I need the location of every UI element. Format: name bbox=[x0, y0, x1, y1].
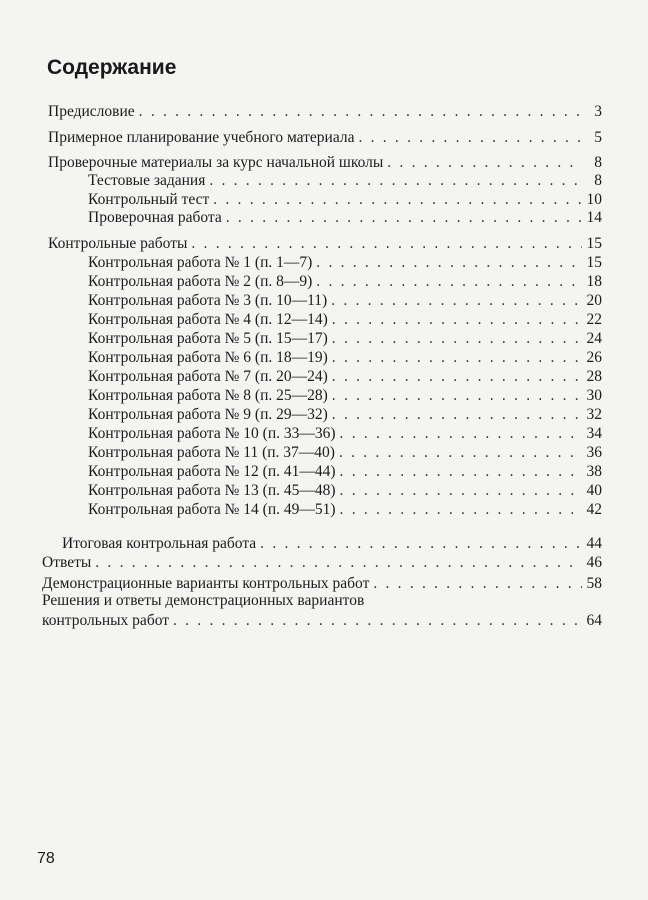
leader-dots bbox=[332, 310, 582, 329]
toc-entry-page: 22 bbox=[586, 311, 602, 328]
toc-entry-label: Ответы bbox=[42, 554, 92, 571]
leader-dots bbox=[332, 386, 582, 405]
toc-entry-label: Контрольная работа № 11 (п. 37—40) bbox=[88, 444, 335, 461]
toc-entry-page: 15 bbox=[586, 235, 602, 252]
leader-dots bbox=[358, 128, 582, 147]
toc-entry-label: Контрольная работа № 6 (п. 18—19) bbox=[88, 349, 328, 366]
toc-entry-label: Проверочная работа bbox=[88, 209, 222, 226]
leader-dots bbox=[173, 611, 582, 630]
toc-entry-page: 3 bbox=[594, 103, 602, 120]
toc-entry bbox=[88, 253, 602, 272]
toc-entry bbox=[88, 405, 602, 424]
toc-entry-page: 8 bbox=[594, 154, 602, 171]
leader-dots bbox=[332, 329, 582, 348]
toc-entry-label: Примерное планирование учебного материала bbox=[48, 129, 355, 146]
toc-entry bbox=[88, 386, 602, 405]
leader-dots bbox=[339, 443, 582, 462]
toc-entry bbox=[48, 234, 602, 253]
toc-entry-page: 15 bbox=[586, 254, 602, 271]
toc-entry-label: контрольных работ bbox=[42, 612, 170, 629]
toc-entry-page: 42 bbox=[586, 501, 602, 518]
toc-entry bbox=[88, 208, 602, 227]
toc-entry-label: Тестовые задания bbox=[88, 172, 206, 189]
leader-dots bbox=[332, 348, 582, 367]
toc-entry bbox=[48, 102, 602, 121]
toc-entry bbox=[88, 462, 602, 481]
leader-dots bbox=[213, 190, 582, 209]
toc-entry-page: 64 bbox=[586, 612, 602, 629]
toc-entry bbox=[48, 128, 602, 147]
toc-entry-page: 38 bbox=[586, 463, 602, 480]
toc-entry-page: 8 bbox=[594, 172, 602, 189]
leader-dots bbox=[332, 405, 582, 424]
toc-entry-page: 24 bbox=[586, 330, 602, 347]
leader-dots bbox=[340, 481, 582, 500]
toc-entry-label: Контрольный тест bbox=[88, 191, 210, 208]
toc-entry-page: 26 bbox=[586, 349, 602, 366]
leader-dots bbox=[331, 291, 582, 310]
toc-entry bbox=[88, 310, 602, 329]
toc-entry-label: Контрольные работы bbox=[48, 235, 188, 252]
toc-entry-page: 14 bbox=[586, 209, 602, 226]
toc-entry bbox=[88, 272, 602, 291]
toc-entry-page: 28 bbox=[586, 368, 602, 385]
toc-entry-label: Демонстрационные варианты контрольных работ bbox=[42, 575, 370, 592]
toc-entry-first-line: Решения и ответы демонстрационных вариантов bbox=[42, 592, 365, 609]
toc-entry-label: Контрольная работа № 5 (п. 15—17) bbox=[88, 330, 328, 347]
leader-dots bbox=[191, 234, 582, 253]
toc-entry bbox=[88, 424, 602, 443]
toc-entry-label: Контрольная работа № 12 (п. 41—44) bbox=[88, 463, 336, 480]
toc-entry-page: 46 bbox=[586, 554, 602, 571]
toc-entry-label: Контрольная работа № 8 (п. 25—28) bbox=[88, 387, 328, 404]
toc-entry-label: Итоговая контрольная работа bbox=[62, 535, 257, 552]
toc-entry-label: Контрольная работа № 13 (п. 45—48) bbox=[88, 482, 336, 499]
toc-entry bbox=[88, 481, 602, 500]
toc-entry bbox=[48, 153, 602, 172]
page-title: Содержание bbox=[47, 56, 177, 79]
leader-dots bbox=[95, 553, 582, 572]
toc-entry-label: Контрольная работа № 2 (п. 8—9) bbox=[88, 273, 313, 290]
toc-entry-page: 18 bbox=[586, 273, 602, 290]
leader-dots bbox=[209, 171, 582, 190]
leader-dots bbox=[340, 462, 582, 481]
toc-entry-page: 44 bbox=[586, 535, 602, 552]
toc-entry-page: 5 bbox=[594, 129, 602, 146]
toc-entry-label: Контрольная работа № 1 (п. 1—7) bbox=[88, 254, 313, 271]
toc-entry-label: Контрольная работа № 4 (п. 12—14) bbox=[88, 311, 328, 328]
toc-entry-label: Контрольная работа № 7 (п. 20—24) bbox=[88, 368, 328, 385]
leader-dots bbox=[226, 208, 582, 227]
toc-entry-page: 58 bbox=[586, 575, 602, 592]
toc-entry-page: 34 bbox=[586, 425, 602, 442]
toc-entry bbox=[88, 171, 602, 190]
toc-entry bbox=[42, 553, 602, 572]
toc-entry bbox=[88, 348, 602, 367]
toc-entry-page: 10 bbox=[586, 191, 602, 208]
leader-dots bbox=[387, 153, 582, 172]
toc-entry-label: Контрольная работа № 3 (п. 10—11) bbox=[88, 292, 328, 309]
leader-dots bbox=[316, 253, 582, 272]
toc-entry bbox=[88, 329, 602, 348]
leader-dots bbox=[340, 500, 582, 519]
toc-entry bbox=[88, 291, 602, 310]
page-number: 78 bbox=[37, 850, 55, 867]
leader-dots bbox=[332, 367, 582, 386]
toc-entry bbox=[88, 367, 602, 386]
leader-dots bbox=[139, 102, 582, 121]
toc-entry-page: 36 bbox=[586, 444, 602, 461]
toc-entry bbox=[62, 534, 602, 553]
toc-entry bbox=[88, 190, 602, 209]
toc-entry bbox=[88, 443, 602, 462]
leader-dots bbox=[373, 574, 582, 593]
toc-entry-page: 20 bbox=[586, 292, 602, 309]
toc-entry-label: Проверочные материалы за курс начальной школы bbox=[48, 154, 384, 171]
toc-entry bbox=[88, 500, 602, 519]
toc-entry-page: 32 bbox=[586, 406, 602, 423]
toc-entry-label: Контрольная работа № 9 (п. 29—32) bbox=[88, 406, 328, 423]
leader-dots bbox=[260, 534, 582, 553]
toc-entry-label: Контрольная работа № 10 (п. 33—36) bbox=[88, 425, 336, 442]
toc-entry-page: 30 bbox=[586, 387, 602, 404]
toc-entry-label: Контрольная работа № 14 (п. 49—51) bbox=[88, 501, 336, 518]
toc-entry-page: 40 bbox=[586, 482, 602, 499]
leader-dots bbox=[340, 424, 582, 443]
toc-entry bbox=[42, 611, 602, 630]
toc-entry-label: Предисловие bbox=[48, 103, 135, 120]
leader-dots bbox=[316, 272, 582, 291]
